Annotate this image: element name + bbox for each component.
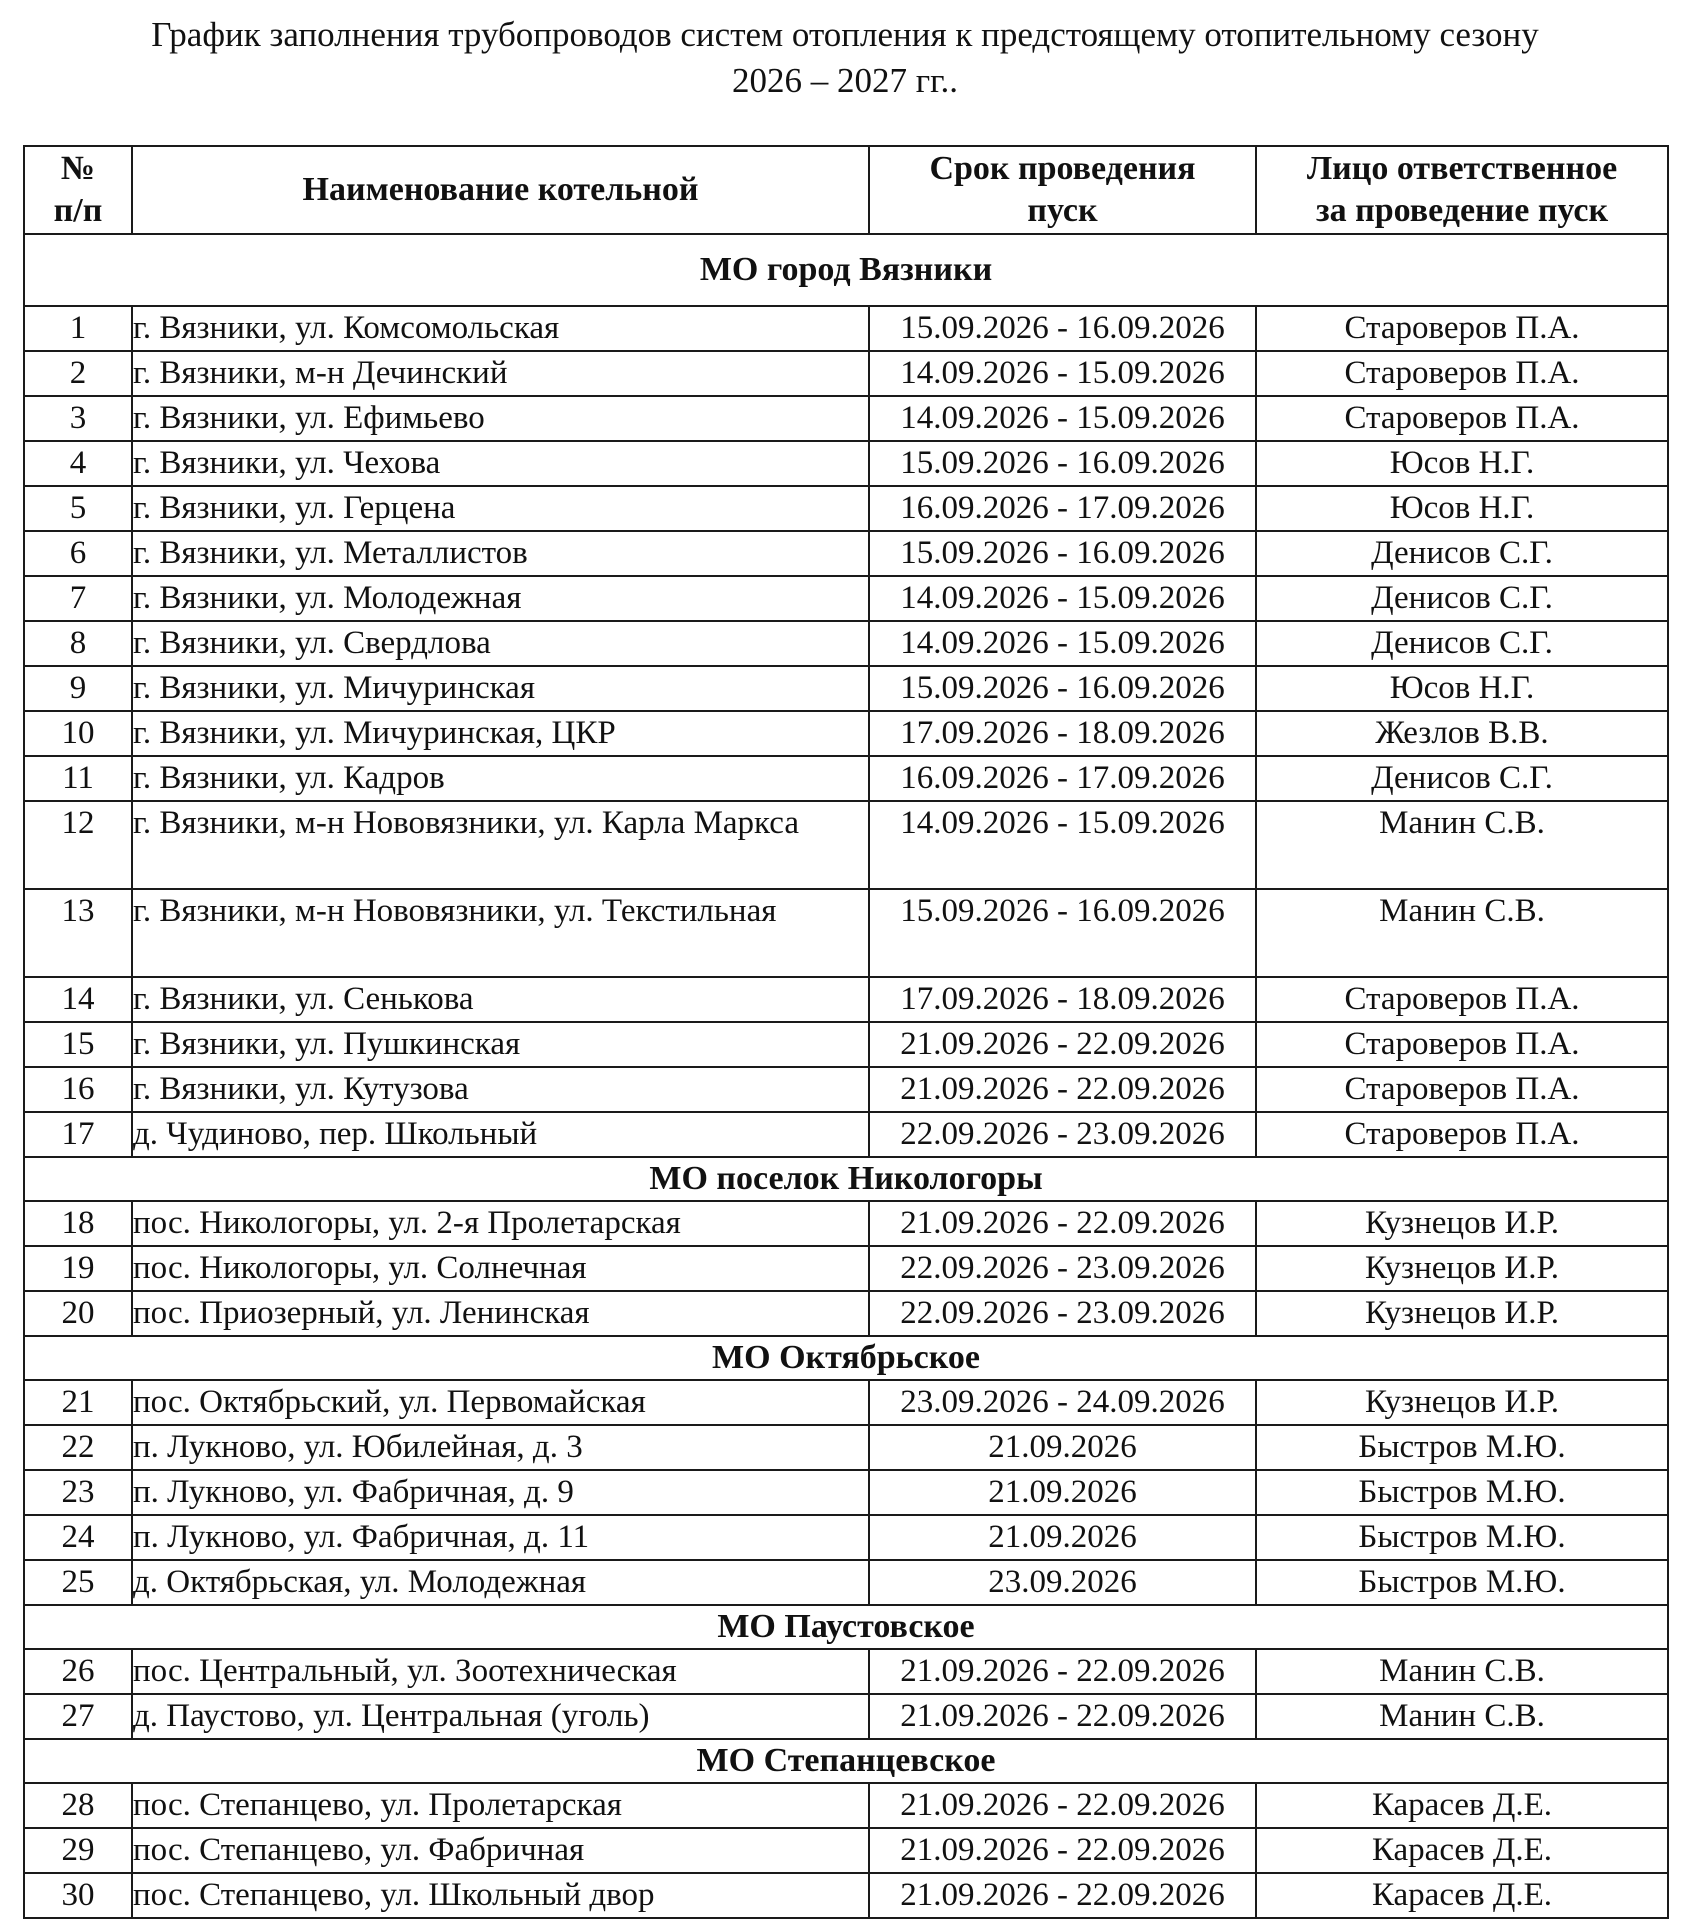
boiler-name: г. Вязники, м-н Нововязники, ул. Карла Маркса [132,801,869,889]
boiler-name: д. Чудиново, пер. Школьный [132,1112,869,1157]
table-row [24,1112,1668,1157]
start-dates: 22.09.2026 - 23.09.2026 [869,1291,1256,1336]
section-row [24,1336,1668,1380]
section-title: МО поселок Никологоры [24,1157,1668,1201]
responsible-person: Манин С.В. [1256,801,1668,889]
row-number: 29 [24,1828,132,1873]
section-row [24,1157,1668,1201]
row-number: 21 [24,1380,132,1425]
start-dates: 23.09.2026 [869,1560,1256,1605]
table-row [24,306,1668,351]
table-row [24,1470,1668,1515]
start-dates: 16.09.2026 - 17.09.2026 [869,756,1256,801]
row-number: 23 [24,1470,132,1515]
row-number: 11 [24,756,132,801]
table-row [24,1425,1668,1470]
page-title-line-1: График заполнения трубопроводов систем отопления к предстоящему отопительному сезону [151,15,1539,54]
table-row [24,396,1668,441]
boiler-name: г. Вязники, м-н Нововязники, ул. Текстильная [132,889,869,977]
row-number: 30 [24,1873,132,1918]
boiler-name: пос. Степанцево, ул. Пролетарская [132,1783,869,1828]
responsible-person: Юсов Н.Г. [1256,666,1668,711]
boiler-name: г. Вязники, ул. Пушкинская [132,1022,869,1067]
boiler-name: д. Октябрьская, ул. Молодежная [132,1560,869,1605]
start-dates: 21.09.2026 - 22.09.2026 [869,1649,1256,1694]
boiler-name: г. Вязники, ул. Кутузова [132,1067,869,1112]
responsible-person: Староверов П.А. [1256,1112,1668,1157]
responsible-person: Староверов П.А. [1256,396,1668,441]
boiler-name: п. Лукново, ул. Юбилейная, д. 3 [132,1425,869,1470]
responsible-person: Денисов С.Г. [1256,531,1668,576]
table-row [24,666,1668,711]
start-dates: 23.09.2026 - 24.09.2026 [869,1380,1256,1425]
table-row [24,756,1668,801]
start-dates: 15.09.2026 - 16.09.2026 [869,889,1256,977]
responsible-person: Быстров М.Ю. [1256,1560,1668,1605]
boiler-name: г. Вязники, ул. Мичуринская, ЦКР [132,711,869,756]
start-dates: 14.09.2026 - 15.09.2026 [869,576,1256,621]
table-row [24,441,1668,486]
boiler-name: пос. Никологоры, ул. Солнечная [132,1246,869,1291]
row-number: 10 [24,711,132,756]
start-dates: 14.09.2026 - 15.09.2026 [869,621,1256,666]
responsible-person: Кузнецов И.Р. [1256,1201,1668,1246]
row-number: 16 [24,1067,132,1112]
start-dates: 14.09.2026 - 15.09.2026 [869,801,1256,889]
responsible-person: Кузнецов И.Р. [1256,1246,1668,1291]
boiler-name: г. Вязники, ул. Чехова [132,441,869,486]
start-dates: 17.09.2026 - 18.09.2026 [869,711,1256,756]
responsible-person: Староверов П.А. [1256,1067,1668,1112]
row-number: 13 [24,889,132,977]
start-dates: 21.09.2026 - 22.09.2026 [869,1067,1256,1112]
section-title: МО Октябрьское [24,1336,1668,1380]
header-person-line-2: за проведение пуск [1315,192,1609,229]
responsible-person: Денисов С.Г. [1256,621,1668,666]
row-number: 28 [24,1783,132,1828]
boiler-name: пос. Степанцево, ул. Фабричная [132,1828,869,1873]
section-row [24,234,1668,306]
responsible-person: Денисов С.Г. [1256,576,1668,621]
table-row [24,977,1668,1022]
row-number: 15 [24,1022,132,1067]
table-row [24,889,1668,977]
table-row [24,621,1668,666]
start-dates: 21.09.2026 - 22.09.2026 [869,1783,1256,1828]
section-row [24,1739,1668,1783]
start-dates: 22.09.2026 - 23.09.2026 [869,1112,1256,1157]
table-row [24,1067,1668,1112]
start-dates: 21.09.2026 - 22.09.2026 [869,1828,1256,1873]
row-number: 19 [24,1246,132,1291]
row-number: 3 [24,396,132,441]
page-title [0,12,1690,104]
row-number: 12 [24,801,132,889]
boiler-name: г. Вязники, ул. Ефимьево [132,396,869,441]
start-dates: 15.09.2026 - 16.09.2026 [869,306,1256,351]
responsible-person: Быстров М.Ю. [1256,1515,1668,1560]
responsible-person: Карасев Д.Е. [1256,1873,1668,1918]
table-row [24,1380,1668,1425]
boiler-name: г. Вязники, ул. Свердлова [132,621,869,666]
responsible-person: Кузнецов И.Р. [1256,1291,1668,1336]
header-name: Наименование котельной [132,146,869,234]
section-title: МО Паустовское [24,1605,1668,1649]
page-title-line-2: 2026 – 2027 гг.. [731,61,958,100]
table-row [24,1649,1668,1694]
section-title: МО город Вязники [24,234,1668,306]
responsible-person: Быстров М.Ю. [1256,1470,1668,1515]
row-number: 1 [24,306,132,351]
start-dates: 21.09.2026 - 22.09.2026 [869,1201,1256,1246]
row-number: 5 [24,486,132,531]
row-number: 18 [24,1201,132,1246]
boiler-name: пос. Степанцево, ул. Школьный двор [132,1873,869,1918]
boiler-name: г. Вязники, ул. Металлистов [132,531,869,576]
responsible-person: Староверов П.А. [1256,1022,1668,1067]
row-number: 14 [24,977,132,1022]
responsible-person: Староверов П.А. [1256,351,1668,396]
table-row [24,576,1668,621]
row-number: 27 [24,1694,132,1739]
responsible-person: Карасев Д.Е. [1256,1828,1668,1873]
header-num-line-1: № [60,150,96,187]
start-dates: 22.09.2026 - 23.09.2026 [869,1246,1256,1291]
row-number: 25 [24,1560,132,1605]
table-row [24,1828,1668,1873]
table-row [24,1515,1668,1560]
responsible-person: Староверов П.А. [1256,306,1668,351]
row-number: 4 [24,441,132,486]
header-num [24,146,132,234]
row-number: 24 [24,1515,132,1560]
start-dates: 16.09.2026 - 17.09.2026 [869,486,1256,531]
section-title: МО Степанцевское [24,1739,1668,1783]
responsible-person: Манин С.В. [1256,1694,1668,1739]
responsible-person: Манин С.В. [1256,1649,1668,1694]
start-dates: 14.09.2026 - 15.09.2026 [869,351,1256,396]
row-number: 22 [24,1425,132,1470]
table-row [24,1246,1668,1291]
responsible-person: Денисов С.Г. [1256,756,1668,801]
table-row [24,486,1668,531]
boiler-name: пос. Никологоры, ул. 2-я Пролетарская [132,1201,869,1246]
start-dates: 21.09.2026 - 22.09.2026 [869,1694,1256,1739]
responsible-person: Кузнецов И.Р. [1256,1380,1668,1425]
start-dates: 17.09.2026 - 18.09.2026 [869,977,1256,1022]
responsible-person: Юсов Н.Г. [1256,486,1668,531]
table-row [24,1694,1668,1739]
boiler-name: пос. Октябрьский, ул. Первомайская [132,1380,869,1425]
row-number: 9 [24,666,132,711]
start-dates: 15.09.2026 - 16.09.2026 [869,441,1256,486]
header-date-line-1: Срок проведения [929,150,1196,187]
start-dates: 15.09.2026 - 16.09.2026 [869,666,1256,711]
start-dates: 15.09.2026 - 16.09.2026 [869,531,1256,576]
start-dates: 14.09.2026 - 15.09.2026 [869,396,1256,441]
responsible-person: Староверов П.А. [1256,977,1668,1022]
responsible-person: Юсов Н.Г. [1256,441,1668,486]
header-date-line-2: пуск [1027,192,1098,229]
row-number: 6 [24,531,132,576]
schedule-table [23,145,1669,1919]
start-dates: 21.09.2026 - 22.09.2026 [869,1022,1256,1067]
table-row [24,1022,1668,1067]
section-row [24,1605,1668,1649]
boiler-name: г. Вязники, м-н Дечинский [132,351,869,396]
boiler-name: г. Вязники, ул. Молодежная [132,576,869,621]
header-num-line-2: п/п [53,192,103,229]
table-row [24,1560,1668,1605]
boiler-name: д. Паустово, ул. Центральная (уголь) [132,1694,869,1739]
table-row [24,801,1668,889]
header-row [24,146,1668,234]
boiler-name: п. Лукново, ул. Фабричная, д. 11 [132,1515,869,1560]
table-header [24,146,1668,234]
table-row [24,351,1668,396]
start-dates: 21.09.2026 [869,1515,1256,1560]
responsible-person: Жезлов В.В. [1256,711,1668,756]
header-date [869,146,1256,234]
row-number: 7 [24,576,132,621]
table-row [24,711,1668,756]
responsible-person: Карасев Д.Е. [1256,1783,1668,1828]
table-row [24,1873,1668,1918]
boiler-name: г. Вязники, ул. Комсомольская [132,306,869,351]
boiler-name: г. Вязники, ул. Мичуринская [132,666,869,711]
table-row [24,1783,1668,1828]
boiler-name: г. Вязники, ул. Сенькова [132,977,869,1022]
responsible-person: Быстров М.Ю. [1256,1425,1668,1470]
table-body [24,234,1668,1918]
header-person-line-1: Лицо ответственное [1306,150,1618,187]
start-dates: 21.09.2026 [869,1425,1256,1470]
responsible-person: Манин С.В. [1256,889,1668,977]
table-row [24,531,1668,576]
row-number: 26 [24,1649,132,1694]
start-dates: 21.09.2026 [869,1470,1256,1515]
row-number: 20 [24,1291,132,1336]
table-row [24,1201,1668,1246]
row-number: 17 [24,1112,132,1157]
boiler-name: п. Лукново, ул. Фабричная, д. 9 [132,1470,869,1515]
boiler-name: пос. Приозерный, ул. Ленинская [132,1291,869,1336]
boiler-name: пос. Центральный, ул. Зоотехническая [132,1649,869,1694]
table-row [24,1291,1668,1336]
header-person [1256,146,1668,234]
start-dates: 21.09.2026 - 22.09.2026 [869,1873,1256,1918]
row-number: 2 [24,351,132,396]
row-number: 8 [24,621,132,666]
boiler-name: г. Вязники, ул. Герцена [132,486,869,531]
boiler-name: г. Вязники, ул. Кадров [132,756,869,801]
